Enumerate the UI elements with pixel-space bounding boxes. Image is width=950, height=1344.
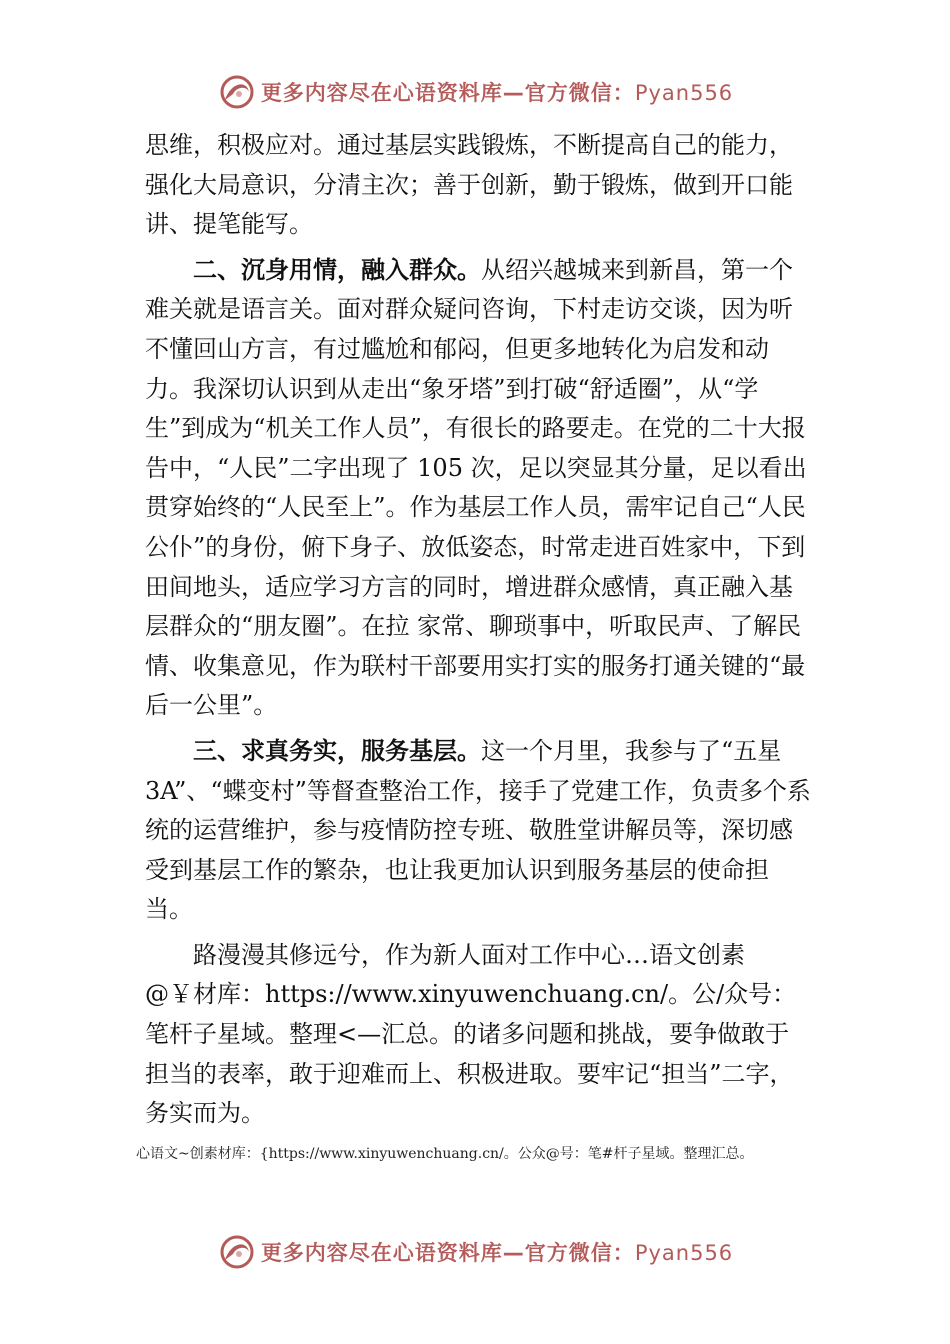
paragraph-section-three: 三、求真务实，服务基层。这一个月里，我参与了“五星 3A”、“蝶变村”等督查整治工作，接手了党建工作，负责多个系统的运营维护，参与疫情防控专班、敬胜堂讲解员等，深切感受到基层工作的繁杂，也让我更加认识到服务基层的使命担当。: [145, 736, 811, 924]
red-swirl-logo-icon: [217, 72, 257, 112]
footer-banner: [0, 1232, 950, 1272]
footnote: 心语文~创素材库：{https://www.xinyuwenchuang.cn/。公众@号：笔#杆子星域。整理汇总。: [136, 1146, 754, 1162]
banner-text: 更多内容尽在心语资料库—官方微信：Pyan556: [260, 1241, 734, 1265]
red-swirl-logo-icon: [217, 1232, 257, 1272]
section-heading: 二、沉身用情，融入群众。: [193, 255, 481, 284]
paragraph-continuation: 思维，积极应对。通过基层实践锻炼，不断提高自己的能力，强化大局意识，分清主次；善于创新，勤于锻炼，做到开口能讲、提笔能写。: [145, 131, 793, 239]
section-heading: 三、求真务实，服务基层。: [193, 736, 481, 765]
header-banner: [0, 72, 950, 112]
paragraph-conclusion: 路漫漫其修远兮，作为新人面对工作中心…语文创素@￥材库：https://www.xinyuwenchuang.cn/。公/众号：笔杆子星域。整理<—汇总。的诸多问题和挑战，要争做敢于担当的表率，敢于迎难而上、积极进取。要牢记“担当”二字，务实而为。: [145, 940, 797, 1128]
paragraph-section-two: 二、沉身用情，融入群众。从绍兴越城来到新昌，第一个难关就是语言关。面对群众疑问咨询，下村走访交谈，因为听不懂回山方言，有过尴尬和郁闷，但更多地转化为启发和动力。我深切认识到从走出“象牙塔”到打破“舒适圈”，从“学生”到成为“机关工作人员”，有很长的路要走。在党的二十大报告中，“人民”二字出现了 105 次，足以突显其分量，足以看出贯穿始终的“人民至上”。作为基层工作人员，需牢记自己“人民公仆”的身份，俯下身子、放低姿态，时常走进百姓家中，下到田间地头，适应学习方言的同时，增进群众感情，真正融入基层群众的“朋友圈”。在拉 家常、聊琐事中，听取民声、了解民情、收集意见，作为联村干部要用实打实的服务打通关键的“最后一公里”。: [145, 255, 807, 720]
document-body: [145, 126, 813, 1134]
banner-text: 更多内容尽在心语资料库—官方微信：Pyan556: [260, 81, 734, 105]
